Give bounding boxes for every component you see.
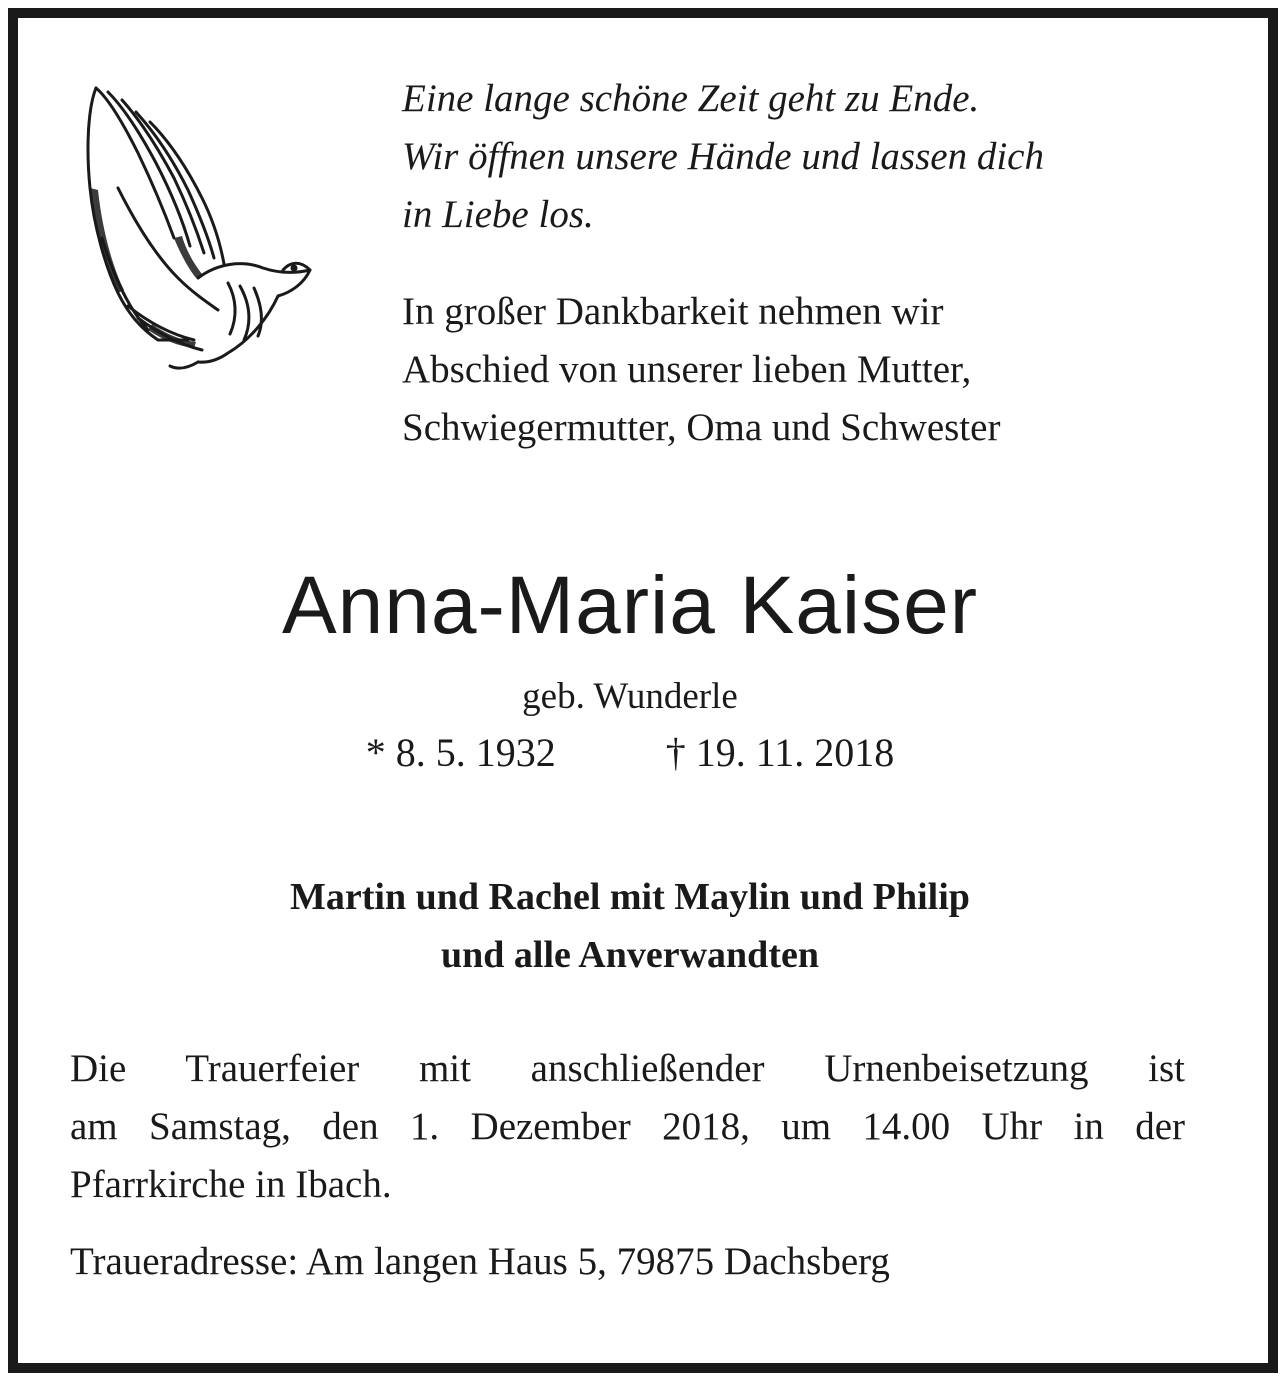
maiden-name: geb. Wunderle (522, 676, 738, 717)
praying-hands-with-dove-icon (78, 78, 323, 373)
intro-line: In großer Dankbarkeit nehmen wir (402, 290, 944, 333)
birth-date: * 8. 5. 1932 (365, 730, 556, 775)
mourners-line: und alle Anverwandten (441, 934, 819, 976)
death-date: † 19. 11. 2018 (665, 730, 895, 775)
ceremony-info (70, 1040, 1185, 1214)
ceremony-line: Die Trauerfeier mit anschließender Urnenbeisetzung ist (70, 1047, 1185, 1090)
life-dates (0, 724, 1260, 782)
deceased-name: Anna-Maria Kaiser (281, 560, 979, 651)
mourning-address: Traueradresse: Am langen Haus 5, 79875 Dachsberg (70, 1240, 890, 1283)
mourners-list (0, 868, 1260, 984)
poem-verse (402, 70, 1202, 244)
intro-text (402, 283, 1202, 457)
ceremony-line: am Samstag, den 1. Dezember 2018, um 14.00 Uhr in der (70, 1105, 1185, 1148)
mourners-line: Martin und Rachel mit Maylin und Philip (290, 876, 970, 918)
poem-line: in Liebe los. (402, 193, 594, 236)
intro-line: Abschied von unserer lieben Mutter, (402, 348, 972, 391)
poem-line: Eine lange schöne Zeit geht zu Ende. (402, 77, 980, 120)
poem-line: Wir öffnen unsere Hände und lassen dich (402, 135, 1044, 178)
intro-line: Schwiegermutter, Oma und Schwester (402, 406, 1001, 449)
ceremony-line: Pfarrkirche in Ibach. (70, 1163, 392, 1206)
